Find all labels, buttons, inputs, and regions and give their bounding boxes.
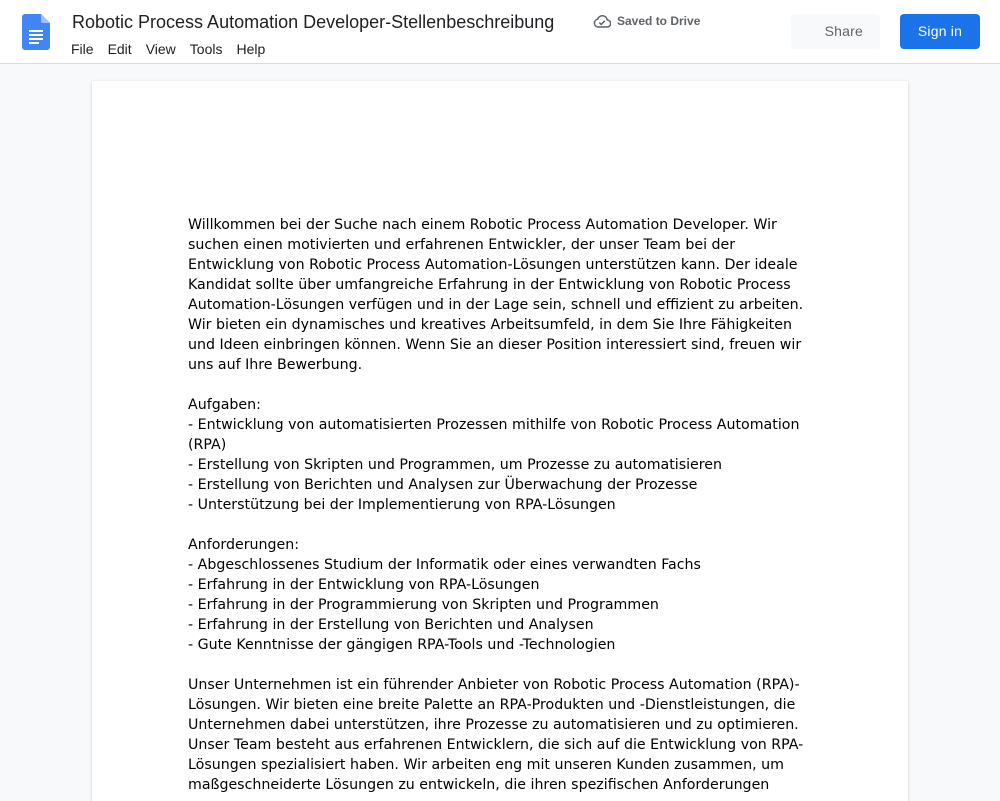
requirement-item: - Erfahrung in der Erstellung von Berichten und Analysen [188,617,594,633]
document-page[interactable] [92,81,908,801]
google-docs-icon[interactable] [22,14,50,50]
menu-tools[interactable]: Tools [189,41,223,57]
share-button[interactable]: Share [791,14,880,49]
sign-in-button[interactable]: Sign in [900,14,980,49]
document-body[interactable] [188,215,816,795]
tasks-heading: Aufgaben: [188,397,261,413]
company-paragraph: Unser Unternehmen ist ein führender Anbieter von Robotic Process Automation (RPA)-Lösungen. Wir bieten eine breite Palette an RPA-Produkten und -Dienstleistungen, die Unternehmen dabei unterstützen, ihre Prozesse zu automatisieren und zu optimieren. Unser Team besteht aus erfahrenen Entwicklern, die sich auf die Entwicklung von RPA-Lösungen spezialisiert haben. Wir arbeiten eng mit unseren Kunden zusammen, um maßgeschneiderte Lösungen zu entwickeln, die ihren spezifischen Anforderungen [188,677,804,793]
paragraph-spacer [188,375,816,395]
menu-help[interactable]: Help [236,41,266,57]
task-item: - Unterstützung bei der Implementierung von RPA-Lösungen [188,497,616,513]
requirement-item: - Gute Kenntnisse der gängigen RPA-Tools und -Technologien [188,637,616,653]
task-item: - Entwicklung von automatisierten Prozessen mithilfe von Robotic Process Automation (RPA) [188,417,804,453]
menu-file[interactable]: File [71,41,94,57]
requirement-item: - Erfahrung in der Entwicklung von RPA-Lösungen [188,577,540,593]
requirement-item: - Abgeschlossenes Studium der Informatik oder eines verwandten Fachs [188,557,701,573]
cloud-done-icon [593,14,611,28]
paragraph-spacer [188,515,816,535]
menu-view[interactable]: View [145,41,176,57]
paragraph-spacer [188,655,816,675]
app-header [0,0,1000,64]
menu-edit[interactable]: Edit [107,41,132,57]
intro-paragraph: Willkommen bei der Suche nach einem Robotic Process Automation Developer. Wir suchen einen motivierten und erfahrenen Entwickler, der unser Team bei der Entwicklung von Robotic Process Automation-Lösungen unterstützen kann. Der ideale Kandidat sollte über umfangreiche Erfahrung in der Entwicklung von Robotic Process Automation-Lösungen verfügen und in der Lage sein, schnell und effizient zu arbeiten. Wir bieten ein dynamisches und kreatives Arbeitsumfeld, in dem Sie Ihre Fähigkeiten und Ideen einbringen können. Wenn Sie an dieser Position interessiert sind, freuen wir uns auf Ihre Bewerbung. [188,217,808,373]
requirements-heading: Anforderungen: [188,537,300,553]
requirement-item: - Erfahrung in der Programmierung von Skripten und Programmen [188,597,659,613]
save-status[interactable] [593,13,700,29]
document-title[interactable]: Robotic Process Automation Developer-Stellenbeschreibung [72,12,555,32]
save-status-label: Saved to Drive [617,14,701,28]
menu-bar [64,38,272,60]
task-item: - Erstellung von Berichten und Analysen zur Überwachung der Prozesse [188,477,698,493]
task-item: - Erstellung von Skripten und Programmen, um Prozesse zu automatisieren [188,457,723,473]
